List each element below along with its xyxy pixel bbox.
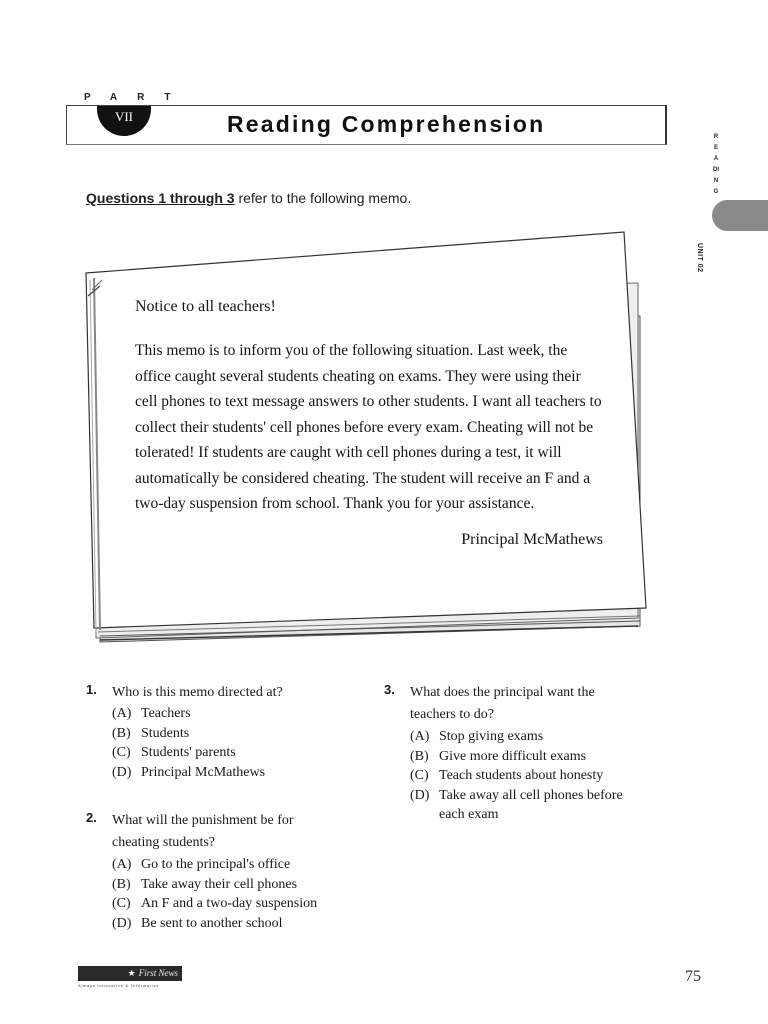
question-text-line: What will the punishment be for [112, 813, 294, 828]
question-number: 2. [86, 810, 97, 825]
publisher-tagline: Always Innovative & Informative [78, 983, 160, 988]
option-text: Give more difficult exams [439, 748, 587, 764]
option-label: (B) [112, 725, 131, 741]
option-d-continuation: each exam [439, 807, 499, 822]
unit-tab [712, 200, 768, 231]
option-text: Be sent to another school [141, 915, 283, 931]
question-number: 1. [86, 682, 97, 697]
option-a[interactable] [410, 727, 623, 747]
memo-card [80, 228, 660, 653]
option-text: Take away their cell phones [141, 876, 298, 892]
option-c[interactable] [112, 743, 265, 763]
option-a[interactable] [112, 855, 317, 875]
option-d[interactable] [410, 786, 623, 806]
question-text-line: teachers to do? [410, 707, 494, 722]
option-text: Teachers [141, 706, 191, 721]
option-text: Students' parents [141, 745, 236, 760]
option-d[interactable] [112, 763, 265, 783]
side-unit-label: UNIT 02 [696, 243, 703, 273]
side-section-text: READING [713, 134, 719, 195]
option-c[interactable] [112, 894, 317, 914]
title-box [66, 105, 667, 145]
question-number: 3. [384, 682, 395, 697]
option-label: (C) [112, 745, 131, 760]
answer-options [410, 727, 623, 825]
page-title: Reading Comprehension [227, 111, 546, 137]
option-label: (C) [112, 896, 131, 911]
questions-range: Questions 1 through 3 [86, 190, 235, 206]
option-label: (D) [410, 787, 430, 803]
option-label: (A) [410, 729, 430, 744]
option-text: Students [141, 725, 190, 741]
part-number-badge: VII [97, 106, 151, 136]
page-number: 75 [685, 968, 701, 985]
answer-options [112, 704, 265, 782]
option-label: (B) [112, 876, 131, 892]
question-3 [384, 682, 664, 832]
option-b[interactable] [112, 875, 317, 895]
option-label: (A) [112, 857, 132, 872]
option-label: (A) [112, 706, 132, 721]
memo-signature: Principal McMathews [461, 530, 603, 548]
option-text: Take away all cell phones before [439, 787, 623, 803]
questions-intro [86, 190, 411, 206]
option-c[interactable] [410, 766, 623, 786]
logo-text: First News [138, 968, 178, 978]
option-label: (D) [112, 764, 132, 780]
question-text-line: What does the principal want the [410, 685, 595, 700]
option-label: (C) [410, 768, 429, 783]
question-1 [86, 682, 346, 792]
question-text: Who is this memo directed at? [112, 685, 283, 700]
question-text-line: cheating students? [112, 835, 216, 850]
answer-options [112, 855, 317, 933]
option-b[interactable] [410, 747, 623, 767]
part-label: PART [84, 92, 191, 103]
question-2 [86, 810, 356, 940]
memo-body: This memo is to inform you of the following situation. Last week, the office caught several students cheating on exams. They were using their cell phones to text message answers to other students. I want all teachers to collect their students' cell phones before every exam. Cheating will not be tolerated! If students are caught with cell phones during a test, it will automatically be considered cheating. The student will receive an F and a two-day suspension from school. Thank you for your assistance. [135, 342, 602, 512]
side-section-label [712, 132, 720, 198]
star-icon: ★ [127, 968, 136, 978]
intro-rest: refer to the following memo. [234, 190, 412, 206]
option-text: An F and a two-day suspension [141, 896, 318, 911]
option-text: Stop giving exams [439, 729, 544, 744]
question-text [410, 682, 595, 726]
option-a[interactable] [112, 704, 265, 724]
memo-content [135, 298, 605, 549]
option-d[interactable] [112, 914, 317, 934]
option-label: (D) [112, 915, 132, 931]
question-text [112, 810, 294, 854]
publisher-logo [78, 966, 182, 981]
option-text: Principal McMathews [141, 764, 266, 780]
memo-greeting: Notice to all teachers! [135, 298, 276, 315]
option-text: Teach students about honesty [439, 768, 604, 783]
option-text: Go to the principal's office [141, 857, 291, 872]
option-b[interactable] [112, 724, 265, 744]
option-label: (B) [410, 748, 429, 764]
